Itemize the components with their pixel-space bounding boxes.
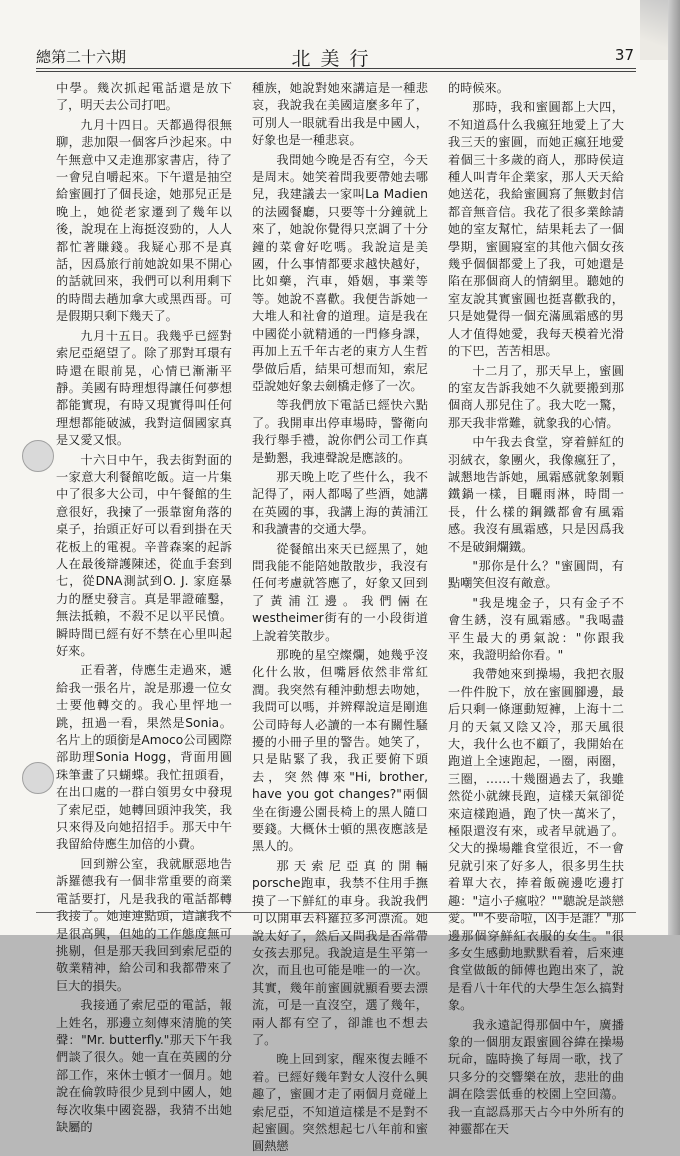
paragraph: "那你是什么？"蜜圓問，有點嘲笑但沒有敵意。 (448, 558, 624, 591)
paragraph: "我是塊金子，只有金子不會生銹，沒有風霜感。"我喝盡平生最大的勇氣說："你跟我來，我證明給你看。" (448, 595, 624, 662)
paragraph: 那天索尼亞真的開輛porsche跑車，我禁不住用手撫摸了一下鮮紅的車身。我說我們可以開車去科羅拉多河漂流。她說太好了，然后又問我是否常帶女孩去那兒。我說這是生平第一次，而且也可能是唯一的一次。其實，幾年前蜜圓就顯看要去漂流，可是一直沒空，選了幾年，兩人都有空了，卻誰也不想去了。 (252, 858, 428, 1047)
paragraph: 正看著，侍應生走過來，遞給我一張名片，說是那邊一位女士要他轉交的。我心里怦地一跳，扭過一看，果然是Sonia。名片上的頭銜是Amoco公司國際部助理Sonia Hogg，背面用圓珠筆畫了只蝴蝶。我忙扭頭看，在出口處的一群白領男女中發現了索尼亞，她轉回頭沖我笑，我只來得及向她招招手。那天中午我留給侍應生加倍的小費。 (56, 663, 232, 852)
paragraph: 我問她今晚是否有空，今天是周末。她笑着問我要帶她去哪兒，我建議去一家叫La Madien的法國餐廳，只要等十分鐘就上來了，她說你覺得只烹調了十分鐘的菜會好吃嗎。我說這是美國，什么事情都要求越快越好，比如藥，汽車，婚姻，事業等等。她說不喜歡。我便告訴她一大堆人和社會的道理。這是我在中國從小就精通的一門修身課，再加上五千年古老的東方人生哲學做后盾，結果可想而知，索尼亞說她好象去劍橋走修了一次。 (252, 152, 428, 393)
paragraph: 我永遠記得那個中午，廣播象的一個朋友跟蜜圓谷緯在操場玩命，臨時換了每周一歌，找了只多分的交響樂在放，悲壯的曲調在陰雲低垂的校園上空回蕩。我一直認爲那天占今中外所有的神靈都在天 (448, 1017, 624, 1136)
header-rule (36, 71, 636, 72)
paragraph: 九月十四日。天都過得很無聊，悲加限一個客戶沙起來。中午無意中又走進那家書店，待了一會兒自嚼起來。下午還是抽空給蜜圓打了個長途，她那兒正是晚上，她從老家遷到了幾年以後，說現在上海挺沒勁的，人人都忙著賺錢。我疑心那不是真話，因爲旅行前她說如果不開心的話就回來，我們可以利用剩下的時間去趟加拿大或黑西哥。可是假期只剩下幾天了。 (56, 117, 232, 324)
paragraph: 回到辦公室，我就厭惡地告訴羅德我有一個非常重要的商業電話要打，凡是我我的電話都轉我接了。她連連點頭，這讓我不是很高興，但她的工作態度無可挑剔，但是那天我回到索尼亞的敬業精神，給公司和我都帶來了巨大的損失。 (56, 856, 232, 993)
paragraph: 那晚的星空燦爛，她幾乎沒化什么妝，但嘴唇依然非常紅潤。我突然有種沖動想去吻她，我問可以嗎，并辨釋說這是剛進公司時每人必讀的一本有關性騷擾的小冊子里的警告。她笑了，只是貼緊了我，我正要俯下頭去，突然傳來"Hi, brother, have you got changes?"兩個坐在街邊公園長椅上的黑人隨口要錢。大概休士頓的黑夜應該是黑人的。 (252, 648, 428, 854)
binder-hole (22, 762, 54, 794)
magazine-title: 北美行 (291, 48, 379, 70)
paragraph: 中學。幾次抓起電話還是放下了，明天去公司打吧。 (56, 81, 232, 113)
paragraph: 十二月了，那天早上，蜜圓的室友告訴我她不久就要搬到那個商人那兒住了。我大吃一驚，那天我非常難，就象我的心情。 (448, 363, 624, 430)
scan-edge-shadow (668, 0, 680, 935)
paragraph: 中午我去食堂，穿着鮮紅的羽絨衣，象團火，我像瘋狂了，誠懇地告訴她，風霜感就象剝顆鐵鍋一樣，目曬雨淋，時間一長，什么樣的鋼鐵都會有風霜感。我沒有風霜感，只是因爲我不是破銅爛鐵。 (448, 435, 624, 554)
issue-label: 總第二十六期 (36, 48, 127, 66)
paragraph: 那時，我和蜜圓都上大四，不知道爲什么我瘋狂地愛上了大我三天的蜜圓，而她正瘋狂地愛着個三十多歲的商人，那時侯這種人叫青年企業家，那人天天給她送花，我給蜜圓寫了無數封信都音無音信。我花了很多業餘請她的室友幫忙，結果耗去了一個學期，蜜圓寢室的其他六個女孩幾乎個個都愛上了我，可她還是陷在那個商人的情網里。聽她的室友說其實蜜圓也挺喜歡我的，只是她覺得一個充滿風霜感的男人才值得她愛，我每天模着光滑的下巴，苦苦相思。 (448, 100, 624, 359)
paragraph: 晚上回到家，醒來復去睡不着。已經好幾年對女人沒什么興趣了，蜜圓才走了兩個月竟碰上索尼亞，不知道這樣是不是對不起蜜圓。突然想起七八年前和蜜圓熱戀 (252, 1052, 428, 1154)
text-column-1 (56, 80, 232, 1134)
text-column-3 (448, 80, 624, 1136)
paragraph: 我接通了索尼亞的電話，報上姓名，那邊立刻傳來清脆的笑聲："Mr. butterfly."那天下午我們談了很久。她一直在英國的分部工作，來休士頓才一個月。她說在倫敦時很少見到中國人，她每次收集中國瓷器，我猜不出她缺屬的 (56, 998, 232, 1134)
header-rule (36, 68, 636, 69)
paragraph: 十六日中午，我去街對面的一家意大利餐館吃飯。這一片集中了很多大公司，中午餐館的生意很好，我揀了一張靠窗角落的桌子，抬頭正好可以看到掛在天花板上的電視。辛普森案的起訴人在最後辯護陳述，從血手套到七，從DNA測試到O. J. 家庭暴力的歷史發言。真是罪證確鑿，無法抵賴，不殺不足以平民憤。瞬時間已經有好不禁在心里叫起好來。 (56, 452, 232, 658)
paragraph: 我帶她來到操場，我把衣服一件件脫下，放在蜜圓腳邊，最后只剩一條運動短褲，上海十二月的天氣又陰又冷，那天風很大，我什么也不顧了，我開始在跑道上全速跑起，一圈，兩圈，三圈，……十幾圈過去了，我雖然從小就練長跑，這樣天氣卻從來這樣跑過，跑了快一萬米了，極限還沒有來，或者早就過了。父大的操場離食堂很近，不一會兒就引來了好多人，很多男生扶着單大衣，捧着飯碗邊吃邊打趣："這小子瘋啦？""聽說是談戀愛。""不要命啦，凶手是誰？"那邊那個穿鮮紅衣服的女生。"很多女生感動地默默看着，后來連食堂做飯的師傅也跑出來了，說是看八十年代的大學生怎么搞對象。 (448, 667, 624, 1013)
page-number: 37 (614, 46, 634, 64)
page-fold-shadow (640, 0, 668, 60)
text-column-2 (252, 80, 428, 1154)
paragraph: 的時候來。 (448, 81, 509, 95)
paragraph: 那天晚上吃了些什么，我不記得了，兩人都喝了些酒，她講在英國的事，我講上海的黃浦江和我讀書的交通大學。 (252, 469, 428, 537)
paragraph: 從餐館出來天已經黑了，她問我能不能陪她散散步，我沒有任何考慮就答應了，好象又回到了黃浦江邊。我們倆在westheimer街有的一小段街道上說着笑散步。 (252, 541, 428, 643)
paragraph: 種族，她說對她來講這是一種悲哀，我說我在美國這麼多年了，可別人一眼就看出我是中國人，好象也是一種悲哀。 (252, 81, 428, 148)
paragraph: 九月十五日。我幾乎已經對索尼亞絕望了。除了那對耳環有時還在眼前晃，心情已漸漸平靜。美國有時理想得讓任何夢想都能實現，有時又現實得叫任何理想都能破滅，我對這個國家真是又愛又恨。 (56, 328, 232, 448)
paragraph: 等我們放下電話已經快六點了。我開車出停車場時，警衛向我行舉手禮，說你們公司工作真是勤懇，我連聲說是應該的。 (252, 398, 428, 465)
footer-rule (36, 912, 636, 913)
binder-hole (22, 440, 54, 472)
running-header (36, 44, 634, 68)
